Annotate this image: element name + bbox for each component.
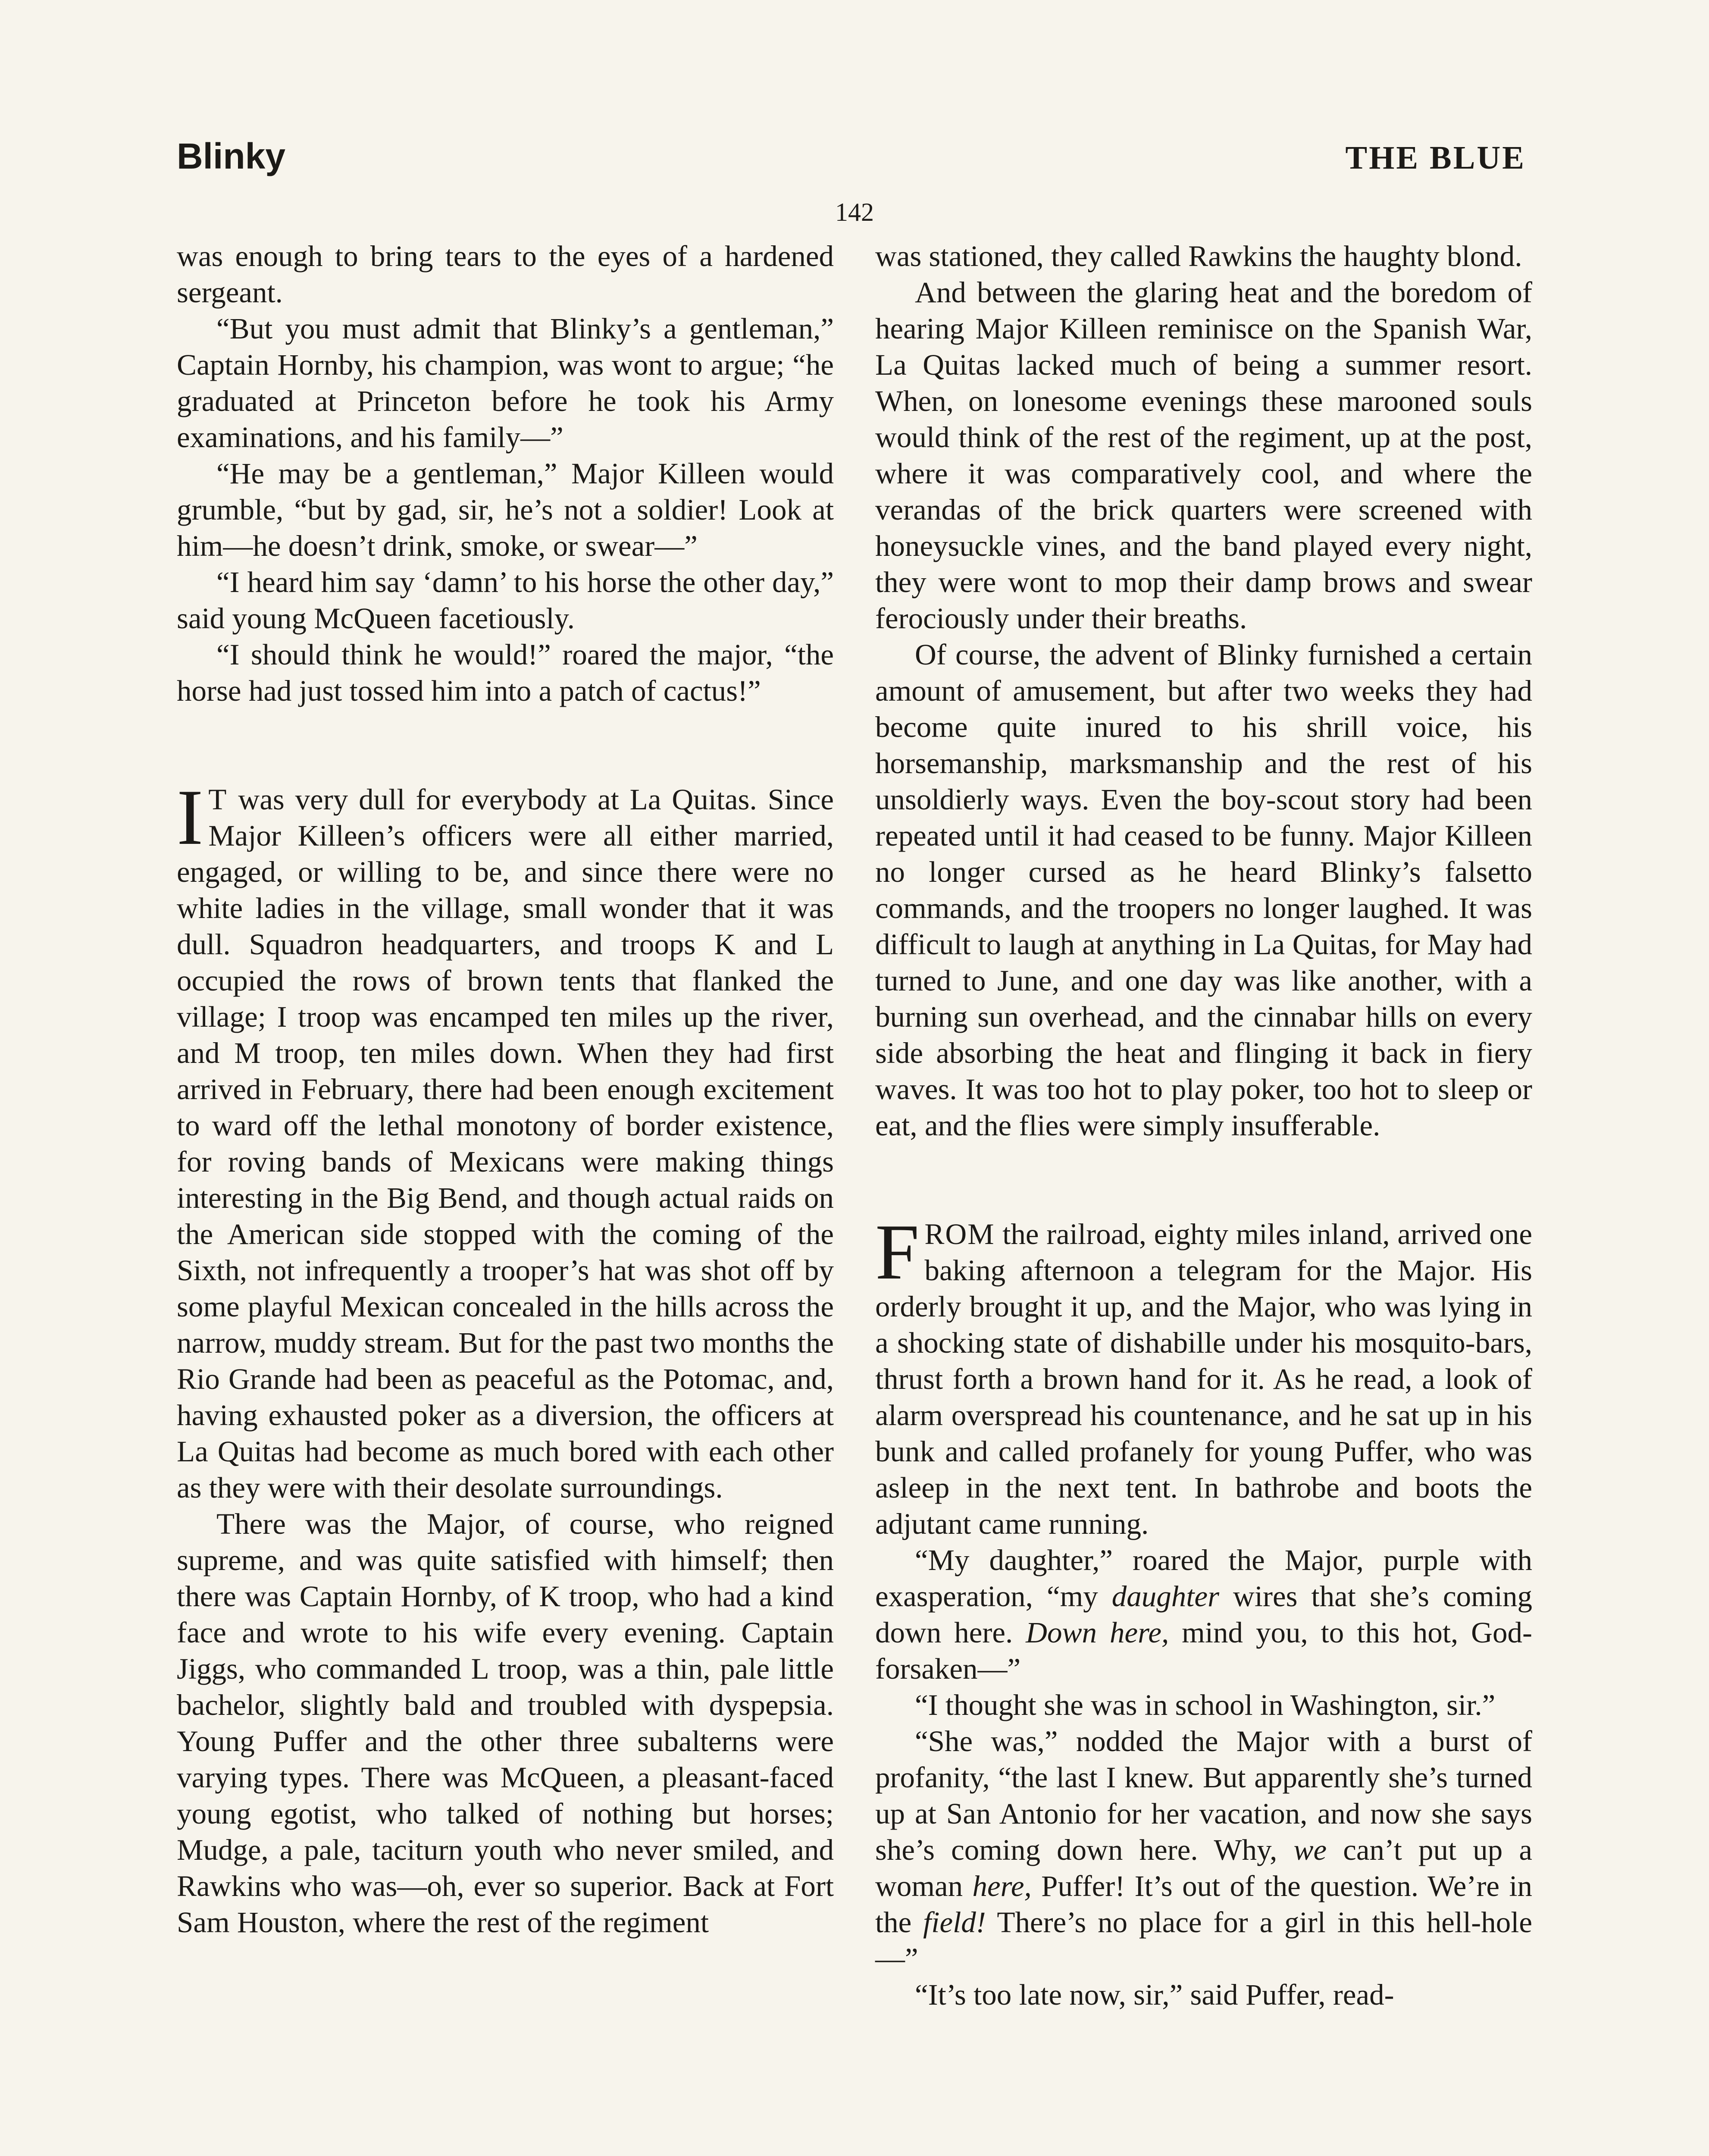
text-run: can’t put up a woman — [875, 1833, 1532, 1902]
lead-in: T — [208, 783, 228, 816]
text-run: mind you, to this hot, God-forsaken—” — [875, 1616, 1532, 1685]
text-run: “My daughter,” roared the Major, purple with exasperation, “my — [875, 1544, 1532, 1613]
text-run: There’s no place for a girl in this hell-hole—” — [875, 1906, 1533, 1975]
page-number: 142 — [835, 198, 874, 226]
text-run: Puffer! It’s out of the question. We’re in the — [875, 1870, 1532, 1939]
running-title-left: Blinky — [177, 136, 286, 176]
paragraph: was enough to bring tears to the eyes of a hardened sergeant. — [177, 240, 834, 309]
paragraph: “He may be a gentleman,” Major Killeen would grumble, “but by gad, sir, he’s not a soldier! Look at him—he doesn’t drink, smoke, or swear—” — [177, 457, 834, 562]
running-title-right: THE BLUE — [1345, 140, 1526, 176]
paragraph — [875, 1723, 1532, 1977]
paragraph: Of course, the advent of Blinky furnished a certain amount of amusement, but after two weeks they had become quite inured to his shrill voice, his horsemanship, marksmanship and the rest of his unsoldierly ways. Even the boy-scout story had been repeated until it had ceased to be funny. Major Killeen no longer cursed as he heard Blinky’s falsetto commands, and the troopers no longer laughed. It was difficult to laugh at anything in La Quitas, for May had turned to June, and one day was like another, with a burning sun overhead, and the cinnabar hills on every side absorbing the heat and flinging it back in fiery waves. It was too hot to play poker, too hot to sleep or eat, and the flies were simply insufferable. — [875, 638, 1532, 1142]
paragraph: “I thought she was in school in Washington, sir.” — [915, 1689, 1496, 1721]
section-break — [177, 709, 834, 781]
section-opening-paragraph — [875, 1208, 1532, 1542]
section-break — [875, 1144, 1532, 1216]
text-column-right — [875, 238, 1532, 2013]
paragraph: And between the glaring heat and the boredom of hearing Major Killeen reminisce on the Spanish War, La Quitas lacked much of being a summer resort. When, on lonesome evenings these marooned souls would think of the rest of the regiment, up at the post, where it was comparatively cool, and where the verandas of the brick quarters were screened with honeysuckle vines, and the band played every night, they were wont to mop their damp brows and swear ferociously under their breaths. — [875, 276, 1532, 635]
paragraph-text: the railroad, eighty miles inland, arrived one baking afternoon a telegram for the Major. His orderly brought it up, and the Major, who was lying in a shocking state of dishabille under his mosquito-bars, thrust forth a brown hand for it. As he read, a look of alarm overspread his countenance, and he sat up in his bunk and called profanely for young Puffer, who was asleep in the next tent. In bathrobe and boots the adjutant came running. — [875, 1218, 1532, 1540]
paragraph: “I heard him say ‘damn’ to his horse the other day,” said young McQueen facetiously. — [177, 566, 834, 635]
emphasis: we — [1293, 1833, 1327, 1866]
text-run: wires that she’s coming down here. — [875, 1580, 1532, 1649]
paragraph: There was the Major, of course, who reigned supreme, and was quite satisfied with himself; then there was Captain Hornby, of K troop, who had a kind face and wrote to his wife every evening. Captain Jiggs, who commanded L troop, was a thin, pale little bachelor, slightly bald and troubled with dyspepsia. Young Puffer and the other three subalterns were varying types. There was McQueen, a pleasant-faced young egotist, who talked of nothing but horses; Mudge, a pale, taciturn youth who never smiled, and Rawkins who was—oh, ever so superior. Back at Fort Sam Houston, where the rest of the regiment — [177, 1507, 834, 1939]
text-column-left — [177, 238, 834, 1940]
drop-cap: F — [875, 1208, 920, 1296]
paragraph: was stationed, they called Rawkins the haughty blond. — [875, 240, 1522, 273]
drop-cap: I — [177, 773, 203, 861]
paragraph: “I should think he would!” roared the major, “the horse had just tossed him into a patch of cactus!” — [177, 638, 834, 707]
emphasis: daughter — [1111, 1580, 1219, 1613]
text-run: “She was,” nodded the Major with a burst of profanity, “the last I knew. But apparently she’s turned up at San Antonio for her vacation, and now she says she’s coming down here. Why, — [875, 1725, 1532, 1866]
emphasis: field! — [923, 1906, 986, 1939]
paragraph: “It’s too late now, sir,” said Puffer, read- — [915, 1978, 1394, 2011]
emphasis: Down here, — [1026, 1616, 1169, 1649]
lead-in: ROM — [924, 1218, 995, 1250]
paragraph-text: was very dull for everybody at La Quitas. Since Major Killeen’s officers were all either married, engaged, or willing to be, and since there were no white ladies in the village, small wonder that it was dull. Squadron headquarters, and troops K and L occupied the rows of brown tents that flanked the village; I troop was encamped ten miles up the river, and M troop, ten miles down. When they had first arrived in February, there had been enough excitement to ward off the lethal monotony of border existence, for roving bands of Mexicans were making things interesting in the Big Bend, and though actual raids on the American side stopped with the coming of the Sixth, not infrequently a trooper’s hat was shot off by some playful Mexican concealed in the hills across the narrow, muddy stream. But for the past two months the Rio Grande had been as peaceful as the Potomac, and, having exhausted poker as a diversion, the officers at La Quitas had become as much bored with each other as they were with their desolate surroundings. — [177, 783, 834, 1504]
paragraph — [875, 1542, 1532, 1687]
emphasis: here, — [972, 1870, 1032, 1902]
section-opening-paragraph — [177, 773, 834, 1506]
paragraph: “But you must admit that Blinky’s a gentleman,” Captain Hornby, his champion, was wont to argue; “he graduated at Princeton before he took his Army examinations, and his family—” — [177, 312, 834, 454]
